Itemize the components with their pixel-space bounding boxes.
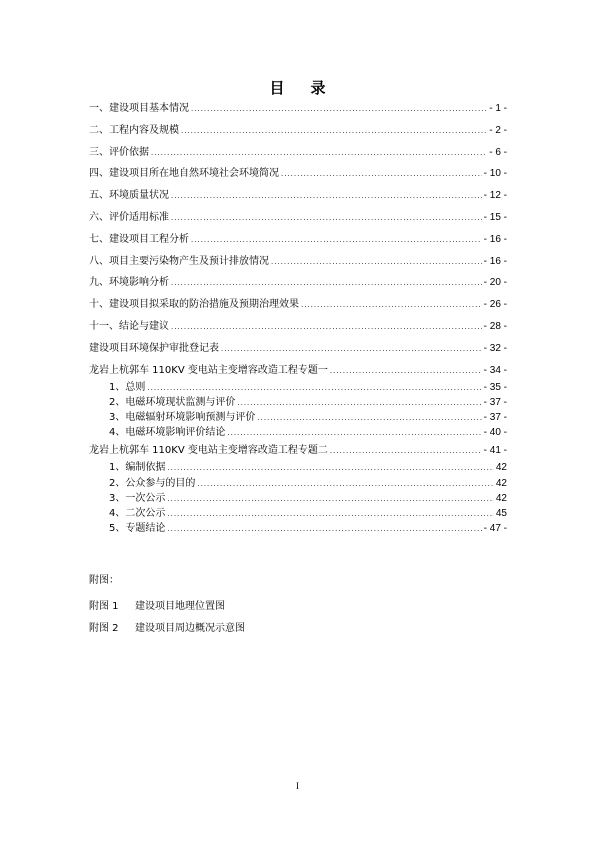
- toc-entry-label: 龙岩上杭郭车 110KV 变电站主变增容改造工程专题二: [89, 445, 328, 457]
- dot-leader: [171, 186, 482, 208]
- toc-entry[interactable]: [89, 207, 507, 229]
- toc-entry[interactable]: [89, 120, 507, 142]
- toc-entry-label: 4、二次公示: [109, 507, 166, 519]
- dot-leader: [167, 522, 481, 537]
- dot-leader: [271, 252, 482, 274]
- dot-leader: [167, 461, 494, 476]
- toc-entry-page: 42: [495, 477, 507, 489]
- toc-subentry[interactable]: [89, 425, 507, 440]
- toc-entry-label: 二、工程内容及规模: [89, 124, 179, 136]
- attachment-title: 建设项目地理位置图: [135, 601, 225, 612]
- toc-entry-label: 十、建设项目拟采取的防治措施及预期治理效果: [89, 299, 299, 311]
- toc-entry[interactable]: [89, 142, 507, 164]
- toc-title-left: 目: [269, 79, 285, 97]
- toc-entry-page: - 1 -: [489, 103, 507, 114]
- toc-entry-label: 建设项目环境保护审批登记表: [89, 342, 219, 354]
- toc-entry-page: - 40 -: [483, 427, 507, 439]
- dot-leader: [330, 361, 482, 383]
- toc-entry-page: - 16 -: [483, 233, 507, 245]
- toc-entry[interactable]: [89, 185, 507, 207]
- toc-entry-label: 十一、结论与建议: [89, 320, 169, 332]
- toc-entry-label: 四、建设项目所在地自然环境社会环境简况: [89, 168, 279, 180]
- dot-leader: [257, 411, 481, 426]
- toc-entry[interactable]: [89, 316, 507, 338]
- toc-entry[interactable]: [89, 163, 507, 185]
- dot-leader: [147, 381, 481, 396]
- toc-entry-page: - 15 -: [483, 211, 507, 223]
- toc-subentry[interactable]: [89, 506, 507, 521]
- toc-entry-label: 龙岩上杭郭车 110KV 变电站主变增容改造工程专题一: [89, 364, 328, 376]
- toc-entry-page: - 35 -: [483, 381, 507, 393]
- attachment-number: 附图 2: [89, 623, 119, 634]
- toc-entry-page: 45: [495, 507, 507, 519]
- toc-entry[interactable]: [89, 98, 507, 120]
- toc-entry-label: 3、一次公示: [109, 492, 166, 504]
- toc-entry-label: 三、评价依据: [89, 146, 149, 158]
- toc-subentry[interactable]: [89, 410, 507, 425]
- dot-leader: [197, 477, 494, 492]
- toc-entry[interactable]: [89, 294, 507, 316]
- dot-leader: [167, 492, 494, 507]
- toc-entry-page: - 37 -: [483, 396, 507, 408]
- toc-entry[interactable]: [89, 338, 507, 360]
- toc-entry-label: 1、编制依据: [109, 462, 166, 474]
- toc-title: [0, 77, 595, 98]
- toc-entry-label: 一、建设项目基本情况: [89, 103, 189, 114]
- attachment-number: 附图 1: [89, 601, 119, 612]
- dot-leader: [301, 295, 482, 317]
- toc-entry-label: 2、公众参与的目的: [109, 477, 196, 489]
- dot-leader: [171, 208, 482, 230]
- toc-title-right: 录: [310, 79, 326, 97]
- toc-entry-label: 五、环境质量状况: [89, 190, 169, 202]
- toc-subentry[interactable]: [89, 380, 507, 395]
- dot-leader: [330, 441, 482, 463]
- attachments-heading: 附图：: [89, 575, 119, 586]
- toc-entry-label: 八、项目主要污染物产生及预计排放情况: [89, 255, 269, 267]
- dot-leader: [191, 230, 482, 252]
- dot-leader: [171, 317, 482, 339]
- attachment-title: 建设项目周边概况示意图: [135, 623, 245, 634]
- toc-subentry[interactable]: [89, 491, 507, 506]
- toc-entry-label: 六、评价适用标准: [89, 211, 169, 223]
- toc-entry-page: - 37 -: [483, 411, 507, 423]
- toc-entry-label: 七、建设项目工程分析: [89, 233, 189, 245]
- toc-subentry[interactable]: [89, 521, 507, 536]
- toc-entry-page: 42: [495, 462, 507, 474]
- toc-entry-page: - 2 -: [489, 124, 507, 136]
- toc-entry-label: 2、电磁环境现状监测与评价: [109, 396, 236, 408]
- toc-entry-page: - 6 -: [489, 146, 507, 158]
- toc-entry-label: 1、总则: [109, 381, 146, 393]
- dot-leader: [191, 99, 487, 121]
- toc-entry-page: - 20 -: [483, 277, 507, 289]
- toc-entry-label: 九、环境影响分析: [89, 277, 169, 289]
- toc-entry[interactable]: [89, 360, 507, 380]
- toc-entry-label: 3、电磁辐射环境影响预测与评价: [109, 411, 256, 423]
- toc-entry-page: - 32 -: [483, 342, 507, 354]
- toc-entry-page: - 16 -: [483, 255, 507, 267]
- dot-leader: [227, 426, 481, 441]
- dot-leader: [151, 143, 487, 165]
- toc-entry-page: - 34 -: [483, 364, 507, 376]
- toc-subentry[interactable]: [89, 460, 507, 475]
- toc-entry-page: - 10 -: [483, 168, 507, 180]
- toc-entry-label: 4、电磁环境影响评价结论: [109, 427, 226, 439]
- dot-leader: [221, 339, 482, 361]
- toc-entry-page: - 26 -: [483, 299, 507, 311]
- dot-leader: [237, 396, 481, 411]
- toc-subentry[interactable]: [89, 476, 507, 491]
- toc-entry[interactable]: [89, 272, 507, 294]
- toc-entry-page: 42: [495, 492, 507, 504]
- toc-subentry[interactable]: [89, 395, 507, 410]
- toc-entry-page: - 41 -: [483, 445, 507, 457]
- toc-entry-page: - 28 -: [483, 320, 507, 332]
- dot-leader: [281, 164, 482, 186]
- dot-leader: [181, 121, 487, 143]
- toc-entry-label: 5、专题结论: [109, 523, 166, 535]
- dot-leader: [171, 273, 482, 295]
- toc-entry[interactable]: [89, 251, 507, 273]
- toc-entry[interactable]: [89, 440, 507, 460]
- toc-entry[interactable]: [89, 229, 507, 251]
- page-number: I: [296, 781, 299, 791]
- attachment-item: [89, 619, 245, 634]
- attachment-item: [89, 597, 225, 612]
- toc-entry-page: - 47 -: [483, 523, 507, 535]
- toc-entry-page: - 12 -: [483, 190, 507, 202]
- table-of-contents: [89, 98, 507, 536]
- dot-leader: [167, 507, 494, 522]
